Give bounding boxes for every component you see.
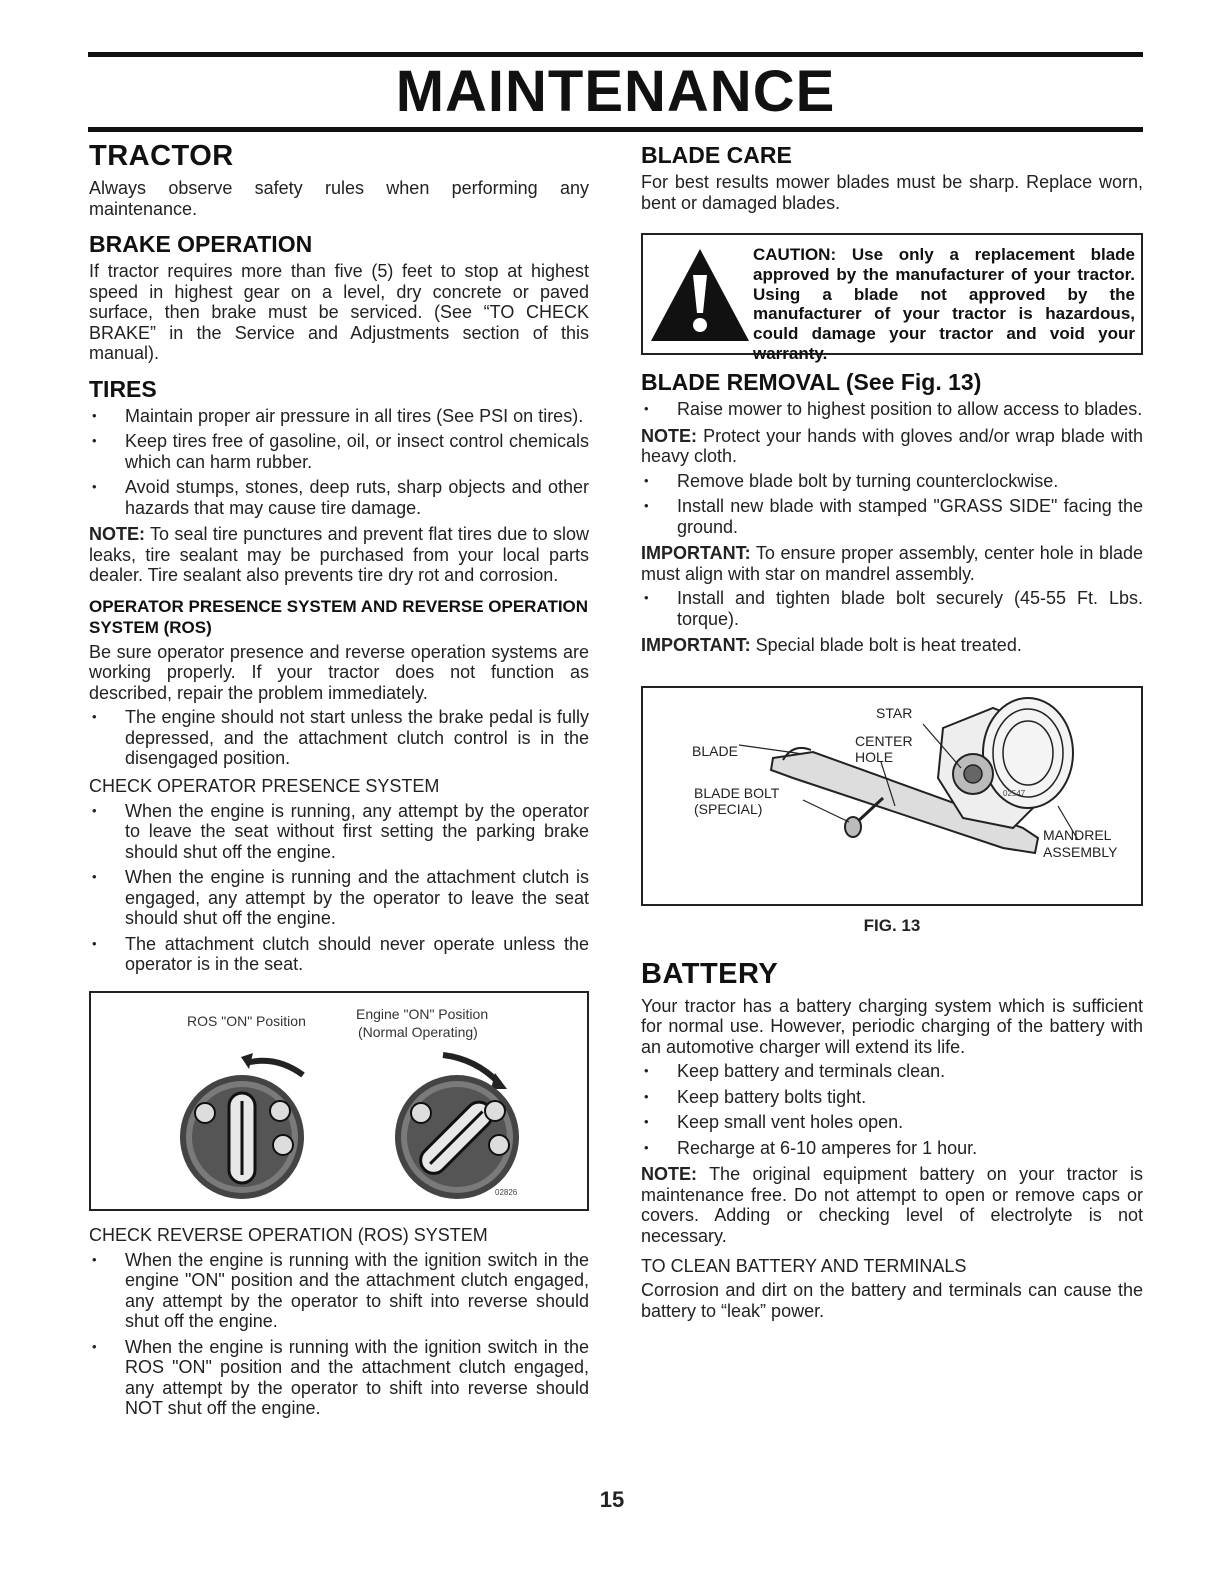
important-note xyxy=(641,543,1143,584)
blade-bolt-shape xyxy=(845,798,883,837)
battery-list xyxy=(641,1061,1143,1158)
ros-position-label: ROS "ON" Position xyxy=(187,1012,306,1029)
blade-label: BLADE xyxy=(692,742,738,759)
blade-bolt-label: BLADE BOLT xyxy=(694,784,780,801)
tractor-heading: TRACTOR xyxy=(89,140,234,172)
figure-code: 02547 xyxy=(1003,788,1026,798)
check-ros-list xyxy=(89,1250,589,1419)
tires-heading: TIRES xyxy=(89,375,157,402)
important-text: Special blade bolt is heat treated. xyxy=(750,635,1022,655)
tires-note xyxy=(89,524,589,586)
operator-heading: OPERATOR PRESENCE SYSTEM AND REVERSE OPERATION SYSTEM (ROS) xyxy=(89,596,589,637)
list-item: • Keep battery and terminals clean. xyxy=(641,1061,1143,1082)
left-column xyxy=(89,140,589,1424)
check-ros-heading: CHECK REVERSE OPERATION (ROS) SYSTEM xyxy=(89,1224,488,1245)
list-item: • Keep small vent holes open. xyxy=(641,1112,1143,1133)
clean-battery-text: Corrosion and dirt on the battery and terminals can cause the battery to “leak” power. xyxy=(641,1280,1143,1321)
rotation-arrow-icon xyxy=(246,1060,303,1074)
important-text: To ensure proper assembly, center hole in blade must align with star on mandrel assembly. xyxy=(641,543,1143,584)
tires-list xyxy=(89,406,589,519)
ignition-switch-engine xyxy=(395,1075,519,1199)
blade-removal-list-3 xyxy=(641,588,1143,629)
blade-care-heading: BLADE CARE xyxy=(641,142,792,168)
note-label: NOTE: xyxy=(641,425,697,446)
list-item: • Avoid stumps, stones, deep ruts, sharp objects and other hazards that may cause tire damage. xyxy=(89,477,589,518)
note-text: Protect your hands with gloves and/or wrap blade with heavy cloth. xyxy=(641,425,1143,466)
check-ops-list xyxy=(89,801,589,975)
mandrel-sublabel: ASSEMBLY xyxy=(1043,843,1118,860)
list-item: • The attachment clutch should never operate unless the operator is in the seat. xyxy=(89,934,589,975)
fig13-caption: FIG. 13 xyxy=(863,915,921,935)
important-note-2 xyxy=(641,635,1143,656)
right-column xyxy=(641,140,1143,1321)
figure-code: 02826 xyxy=(495,1187,518,1197)
mandrel-label: MANDREL xyxy=(1043,826,1112,843)
caution-box xyxy=(641,233,1143,363)
important-label: IMPORTANT: xyxy=(641,543,751,563)
list-item: • When the engine is running, any attempt by the operator to leave the seat without first setting the parking brake should shut off the engine. xyxy=(89,801,589,863)
list-item: • When the engine is running with the ignition switch in the engine "ON" position and the attachment clutch engaged, any attempt by the operator to shift into reverse should shut off the engine. xyxy=(89,1250,589,1332)
header-rule-top xyxy=(88,52,1143,57)
list-item: • Maintain proper air pressure in all tires (See PSI on tires). xyxy=(89,406,589,427)
ros-figure xyxy=(89,991,589,1211)
brake-heading: BRAKE OPERATION xyxy=(89,231,313,257)
list-item: • When the engine is running with the ignition switch in the ROS "ON" position and the attachment clutch engaged, any attempt by the operator to shift into reverse should NOT shut off the engine. xyxy=(89,1337,589,1419)
list-item: • Install new blade with stamped "GRASS SIDE" facing the ground. xyxy=(641,496,1143,537)
engine-position-sublabel: (Normal Operating) xyxy=(358,1023,478,1040)
hole-label: HOLE xyxy=(855,748,894,765)
operator-list xyxy=(89,707,589,769)
battery-heading: BATTERY xyxy=(641,957,779,990)
check-ops-heading: CHECK OPERATOR PRESENCE SYSTEM xyxy=(89,775,440,796)
clean-battery-heading: TO CLEAN BATTERY AND TERMINALS xyxy=(641,1256,967,1276)
list-item: • Install and tighten blade bolt securely (45-55 Ft. Lbs. torque). xyxy=(641,588,1143,629)
list-item: • When the engine is running and the attachment clutch is engaged, any attempt by the operator to leave the seat should shut off the engine. xyxy=(89,867,589,929)
caution-text: CAUTION: Use only a replacement blade approved by the manufacturer of your tractor. Using a blade not approved by the manufacturer of your tractor is hazardous, could damage your tractor and void your warranty. xyxy=(753,245,1135,363)
list-item: • Recharge at 6-10 amperes for 1 hour. xyxy=(641,1138,1143,1159)
mandrel-shape xyxy=(938,698,1073,828)
blade-removal-list-2 xyxy=(641,471,1143,538)
page-title: MAINTENANCE xyxy=(395,59,836,124)
header-rule-bottom xyxy=(88,127,1143,132)
tractor-intro: Always observe safety rules when performing any maintenance. xyxy=(89,178,589,219)
note-label: NOTE: xyxy=(89,524,145,544)
blade-removal-note xyxy=(641,426,1143,467)
blade-mandrel-illustration xyxy=(643,688,1141,900)
note-label: NOTE: xyxy=(641,1164,697,1184)
blade-bolt-sublabel: (SPECIAL) xyxy=(694,800,763,817)
brake-text: If tractor requires more than five (5) feet to stop at highest speed in highest gear on a level, dry concrete or paved surface, then brake must be serviced. (See “TO CHECK BRAKE” in the Service and Adjustments section of this manual). xyxy=(89,261,589,363)
battery-text: Your tractor has a battery charging system which is sufficient for normal use. However, periodic charging of the battery with an automotive charger will extend its life. xyxy=(641,995,1143,1057)
ignition-switch-illustration xyxy=(91,993,587,1205)
battery-note xyxy=(641,1164,1143,1246)
blade-removal-list-1 xyxy=(641,399,1143,420)
note-text: To seal tire punctures and prevent flat tires due to slow leaks, tire sealant may be purchased from your local parts dealer. Tire sealant also prevents tire dry rot and corrosion. xyxy=(89,524,589,585)
engine-position-label: Engine "ON" Position xyxy=(356,1005,489,1022)
operator-text: Be sure operator presence and reverse operation systems are working properly. If your tractor does not function as described, repair the problem immediately. xyxy=(89,641,589,703)
warning-icon xyxy=(649,245,751,345)
ignition-switch-ros xyxy=(180,1075,304,1199)
list-item: • Keep tires free of gasoline, oil, or insect control chemicals which can harm rubber. xyxy=(89,431,589,472)
list-item: • The engine should not start unless the brake pedal is fully depressed, and the attachment clutch control is in the disengaged position. xyxy=(89,707,589,769)
blade-care-text: For best results mower blades must be sharp. Replace worn, bent or damaged blades. xyxy=(641,172,1143,213)
fig13-figure xyxy=(641,686,1143,906)
note-text: The original equipment battery on your tractor is maintenance free. Do not attempt to open or remove caps or covers. Adding or checking level of electrolyte is not necessary. xyxy=(641,1164,1143,1246)
important-label: IMPORTANT: xyxy=(641,635,751,655)
list-item: • Keep battery bolts tight. xyxy=(641,1087,1143,1108)
blade-removal-heading: BLADE REMOVAL (See Fig. 13) xyxy=(641,369,982,395)
center-label: CENTER xyxy=(855,732,913,749)
star-label: STAR xyxy=(876,704,913,721)
list-item: • Remove blade bolt by turning counterclockwise. xyxy=(641,471,1143,492)
list-item: • Raise mower to highest position to allow access to blades. xyxy=(641,399,1143,420)
page-number: 15 xyxy=(599,1487,625,1512)
